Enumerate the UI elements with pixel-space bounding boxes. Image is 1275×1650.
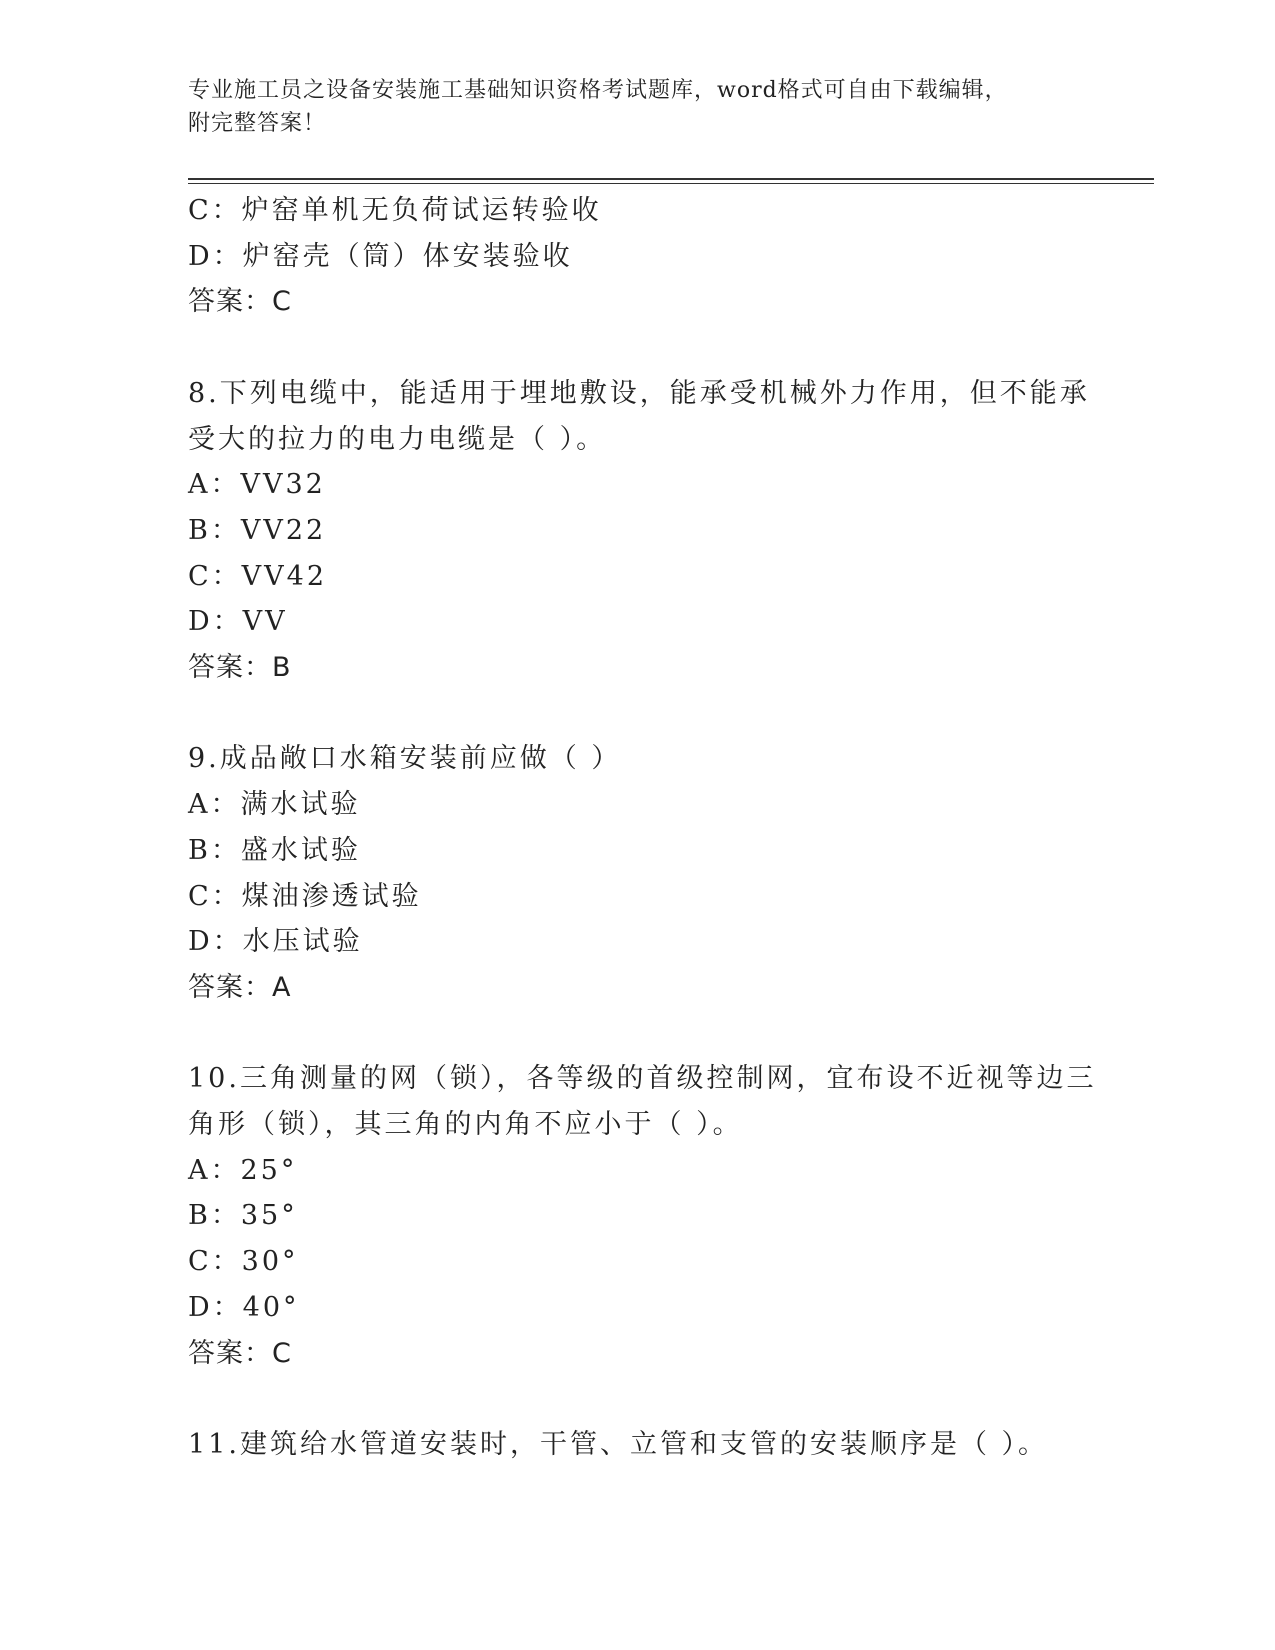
- question-spacer: [188, 1011, 1088, 1057]
- question-10: [188, 1056, 1097, 1376]
- option-d: D：40°: [188, 1291, 300, 1323]
- question-spacer: [188, 1376, 1088, 1422]
- option-d: D：水压试验: [188, 926, 363, 958]
- question-stem-line-1: 11.建筑给水管道安装时，干管、立管和支管的安装顺序是（ ）。: [188, 1428, 1049, 1460]
- option-c: C：煤油渗透试验: [188, 880, 422, 912]
- question-8: [188, 371, 1088, 691]
- header-divider-thick: [188, 178, 1154, 180]
- question-7-tail: [188, 188, 1088, 325]
- option-c: C：30°: [188, 1246, 299, 1278]
- question-stem-line-1: 8.下列电缆中，能适用于埋地敷设，能承受机械外力作用，但不能承: [188, 377, 1090, 409]
- question-9: [188, 736, 1088, 1010]
- option-a: A：满水试验: [188, 789, 361, 821]
- option-d: D：炉窑壳（筒）体安装验收: [188, 240, 573, 272]
- question-stem-line-2: 受大的拉力的电力电缆是（ ）。: [188, 423, 607, 455]
- question-11: [188, 1422, 1088, 1468]
- question-spacer: [188, 325, 1088, 371]
- option-c: C：VV42: [188, 560, 328, 592]
- question-stem-line-2: 角形（锁），其三角的内角不应小于（ ）。: [188, 1109, 743, 1141]
- option-b: B：盛水试验: [188, 834, 361, 866]
- option-a: A：25°: [188, 1154, 298, 1186]
- option-c: C：炉窑单机无负荷试运转验收: [188, 195, 602, 226]
- option-a: A：VV32: [188, 469, 326, 501]
- answer-line: 答案：C: [188, 1337, 292, 1369]
- option-b: B：VV22: [188, 514, 327, 546]
- question-spacer: [188, 691, 1088, 737]
- answer-line: 答案：C: [188, 286, 292, 318]
- question-stem-line-1: 9.成品敞口水箱安装前应做（ ）: [188, 743, 622, 775]
- question-stem-line-1: 10.三角测量的网（锁），各等级的首级控制网，宜布设不近视等边三: [188, 1063, 1097, 1095]
- document-header: [188, 74, 1068, 140]
- header-line-1: 专业施工员之设备安装施工基础知识资格考试题库，word格式可自由下载编辑，: [188, 78, 1008, 103]
- header-divider-thin: [188, 183, 1154, 184]
- question-content: [188, 188, 1097, 1468]
- answer-line: 答案：A: [188, 971, 292, 1003]
- answer-line: 答案：B: [188, 652, 292, 684]
- option-d: D：VV: [188, 606, 288, 638]
- header-line-2: 附完整答案！: [188, 111, 327, 136]
- option-b: B：35°: [188, 1200, 298, 1232]
